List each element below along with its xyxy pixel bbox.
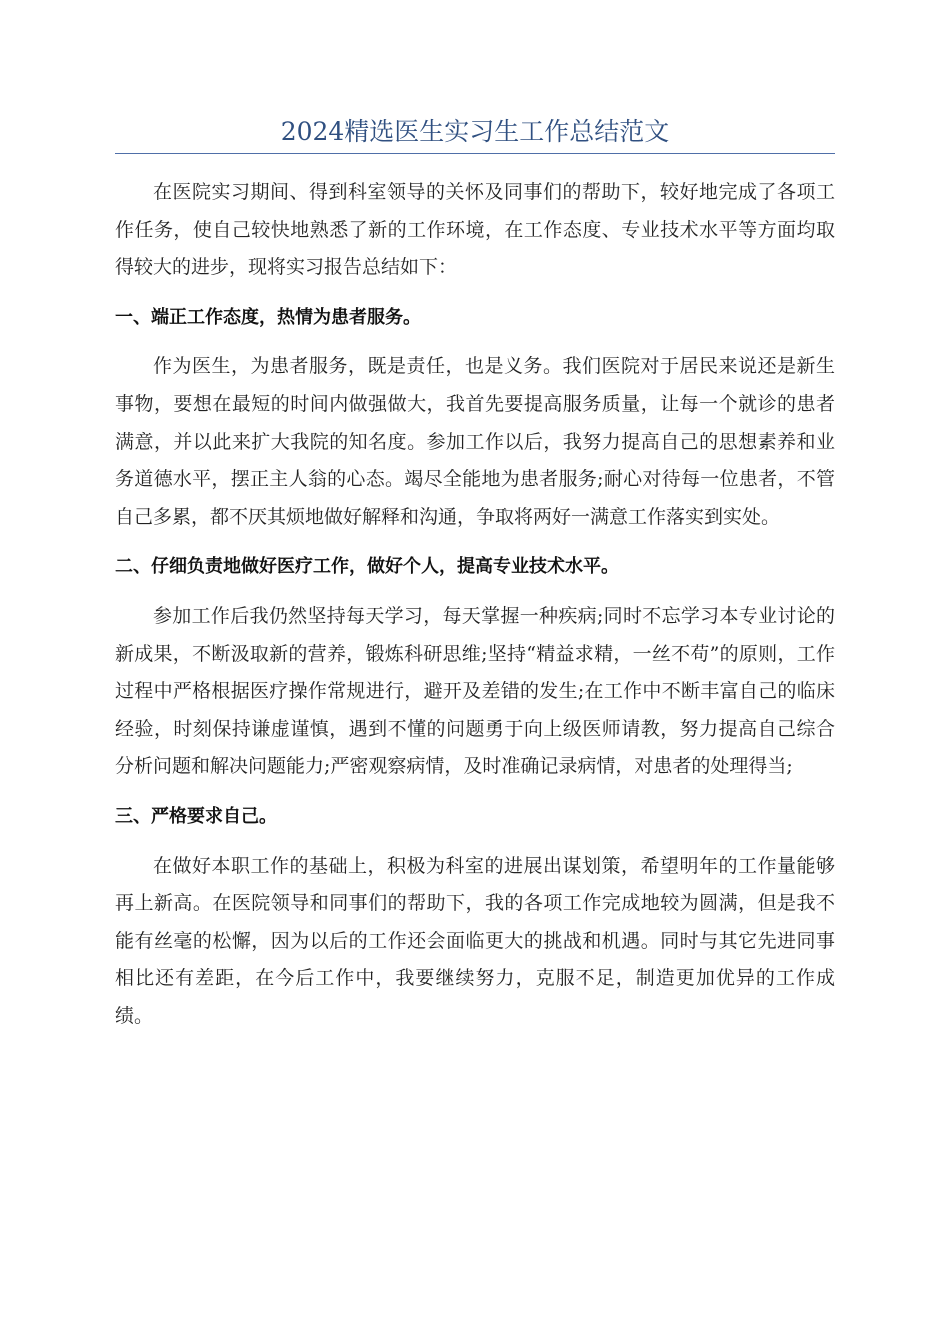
- section-body-3: 在做好本职工作的基础上，积极为科室的进展出谋划策，希望明年的工作量能够再上新高。在医院领导和同事们的帮助下，我的各项工作完成地较为圆满，但是我不能有丝毫的松懈，因为以后的工作还会面临更大的挑战和机遇。同时与其它先进同事相比还有差距，在今后工作中，我要继续努力，克服不足，制造更加优异的工作成绩。: [115, 854, 835, 1027]
- section-heading-3: 三、严格要求自己。: [115, 805, 277, 827]
- intro-paragraph: 在医院实习期间、得到科室领导的关怀及同事们的帮助下，较好地完成了各项工作任务，使自己较快地熟悉了新的工作环境，在工作态度、专业技术水平等方面均取得较大的进步，现将实习报告总结如下：: [115, 181, 835, 279]
- document-body: [115, 174, 835, 1047]
- title-underline: [115, 153, 835, 154]
- document-title: 2024精选医生实习生工作总结范文: [280, 117, 670, 146]
- section-body-1: 作为医生，为患者服务，既是责任，也是义务。我们医院对于居民来说还是新生事物，要想在最短的时间内做强做大，我首先要提高服务质量，让每一个就诊的患者满意，并以此来扩大我院的知名度。参加工作以后，我努力提高自己的思想素养和业务道德水平，摆正主人翁的心态。竭尽全能地为患者服务;耐心对待每一位患者，不管自己多累，都不厌其烦地做好解释和沟通，争取将两好一满意工作落实到实处。: [115, 355, 835, 528]
- section-heading-2: 二、仔细负责地做好医疗工作，做好个人，提高专业技术水平。: [115, 556, 619, 578]
- section-heading-1: 一、端正工作态度，热情为患者服务。: [115, 306, 421, 328]
- section-body-2: 参加工作后我仍然坚持每天学习，每天掌握一种疾病;同时不忘学习本专业讨论的新成果，不断汲取新的营养，锻炼科研思维;坚持“精益求精，一丝不苟”的原则，工作过程中严格根据医疗操作常规进行，避开及差错的发生;在工作中不断丰富自己的临床经验，时刻保持谦虚谨慎，遇到不懂的问题勇于向上级医师请教，努力提高自己综合分析问题和解决问题能力;严密观察病情，及时准确记录病情，对患者的处理得当;: [115, 604, 835, 778]
